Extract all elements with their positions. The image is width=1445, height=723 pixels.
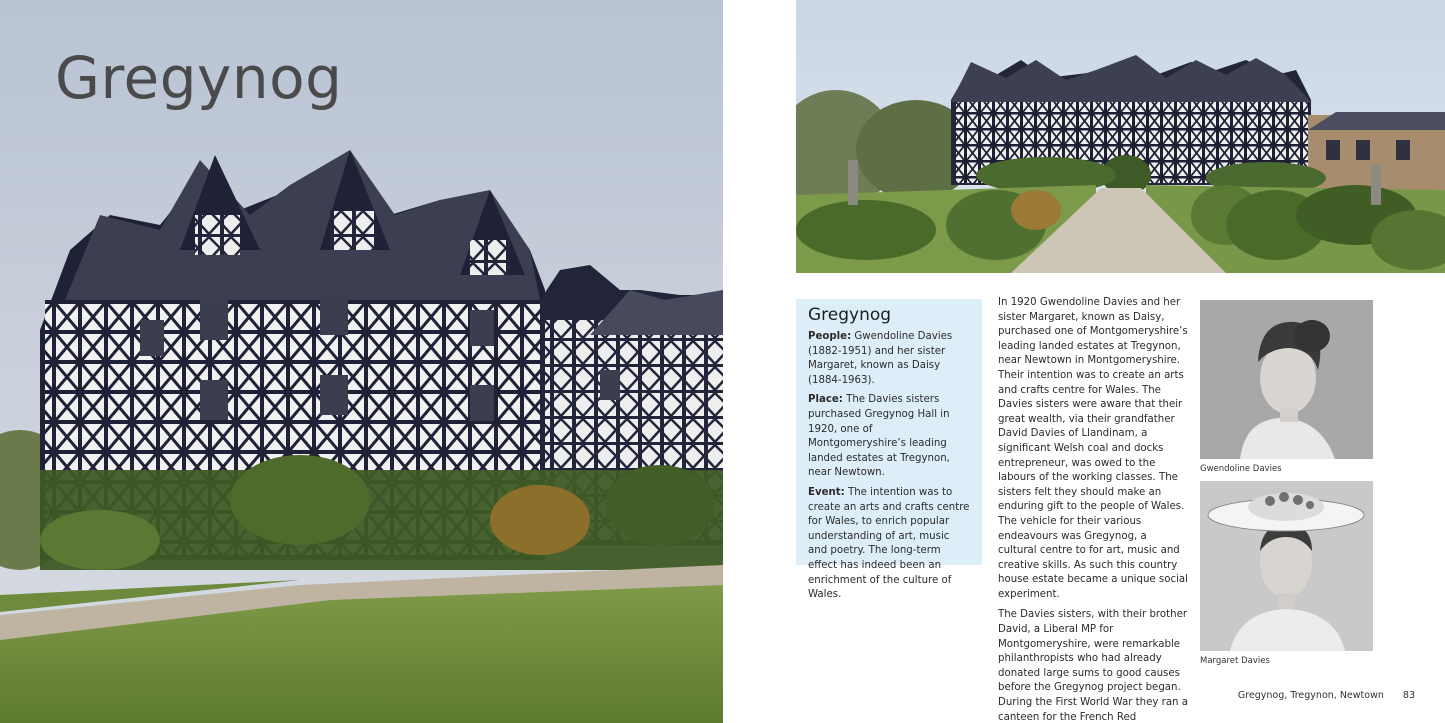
- portrait-photo-margaret: [1200, 481, 1373, 651]
- place-label: Place:: [808, 394, 843, 406]
- body-text: [998, 296, 1188, 723]
- body-paragraph-2: The Davies sisters, with their brother David, a Liberal MP for Montgomeryshire, were remarkable philanthropists who had already donated large sums to good causes before the Gregynog project began. During the First World War they ran a canteen for the French Red: [998, 609, 1188, 723]
- fact-place: [808, 393, 970, 481]
- event-text: The intention was to create an arts and crafts centre for Wales, to enrich popular understanding of art, music and poetry. The long-term effect has indeed been an enrichment of the culture of Wales.: [808, 486, 970, 601]
- portrait-caption-1: Gwendoline Davies: [1200, 464, 1282, 474]
- running-head: Gregynog, Tregynon, Newtown: [1237, 690, 1384, 701]
- fact-people: [808, 330, 970, 388]
- page-number: 83: [1402, 690, 1415, 701]
- portrait-caption-2: Margaret Davies: [1200, 656, 1270, 666]
- page-footer: [1238, 690, 1415, 701]
- event-label: Event:: [808, 486, 845, 498]
- body-paragraph-1: In 1920 Gwendoline Davies and her sister Margaret, known as Daisy, purchased one of Montgomeryshire’s leading landed estates at Tregynon, near Newtown in Montgomeryshire. Their intention was to create an arts and crafts centre for Wales. The Davies sisters were aware that their great wealth, via their grandfather David Davies of Llandinam, a significant Welsh coal and docks entrepreneur, was owed to the labours of the working classes. The sisters felt they should make an enduring gift to the people of Wales. The vehicle for their various endeavours was Gregynog, a cultural centre to for art, music and creative skills. As such this country house estate became a unique social experiment.: [998, 297, 1188, 600]
- hall-and-garden-photo: [796, 0, 1445, 273]
- people-label: People:: [808, 331, 852, 342]
- place-text: The Davies sisters purchased Gregynog Hall in 1920, one of Montgomeryshire’s leading landed estates at Tregynon, near Newtown.: [808, 394, 950, 479]
- fact-box: [796, 299, 982, 601]
- fact-event: [808, 486, 970, 603]
- portrait-photo-gwendoline: [1200, 300, 1373, 459]
- right-page: [723, 0, 1445, 723]
- spread-title: Gregynog: [55, 44, 343, 112]
- people-text: Gwendoline Davies (1882-1951) and her sister Margaret, known as Daisy (1884-1963).: [808, 331, 953, 386]
- fact-box-heading: Gregynog: [808, 305, 892, 325]
